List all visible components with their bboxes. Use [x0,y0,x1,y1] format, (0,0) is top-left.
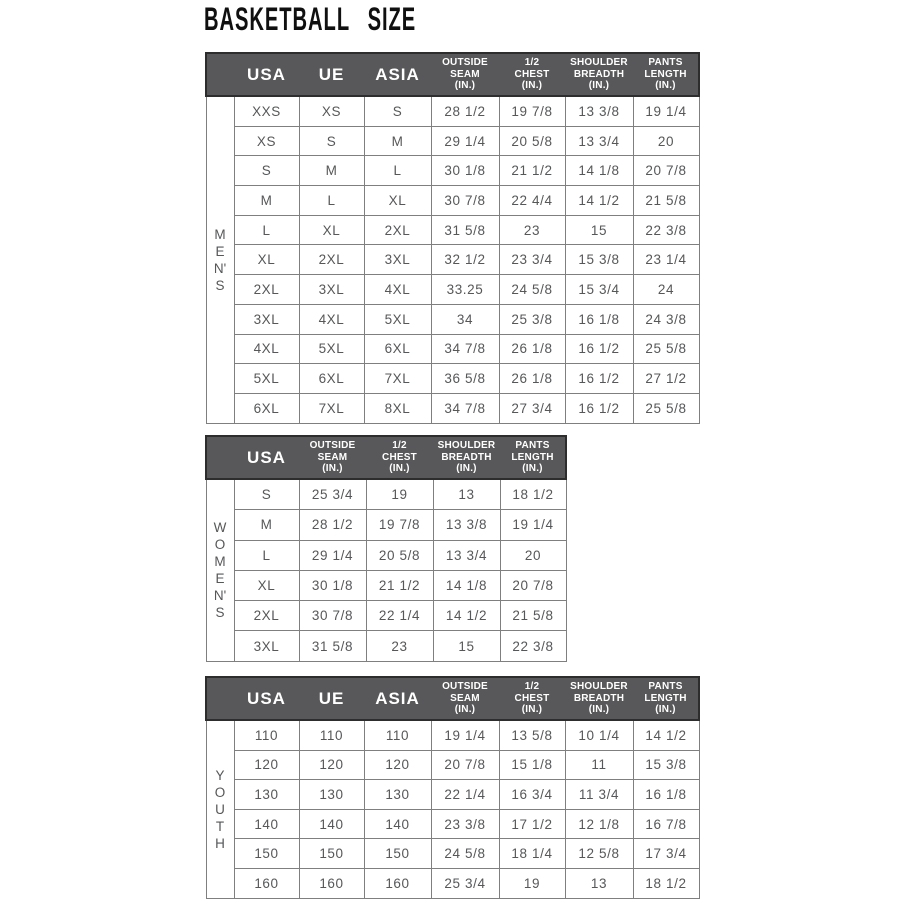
size-cell: 34 7/8 [431,334,499,364]
table-row [206,809,699,839]
size-cell: 2XL [364,215,431,245]
size-cell: 140 [299,809,364,839]
size-cell: 24 3/8 [633,304,699,334]
size-cell: 27 1/2 [633,364,699,394]
size-cell: 4XL [364,275,431,305]
table-row [206,186,699,216]
size-cell: 2XL [299,245,364,275]
size-cell: 150 [234,839,299,869]
size-cell: L [234,540,299,570]
column-header: PANTS LENGTH (IN.) [500,436,566,479]
size-cell: 13 3/4 [565,126,633,156]
size-cell: 26 1/8 [499,364,565,394]
size-cell: 140 [364,809,431,839]
size-cell: 21 1/2 [499,156,565,186]
size-cell: M [299,156,364,186]
size-cell: 8XL [364,393,431,423]
size-cell: 3XL [299,275,364,305]
size-cell: 130 [364,780,431,810]
size-cell: 7XL [299,393,364,423]
size-cell: 22 3/8 [500,631,566,661]
table-row [206,275,699,305]
table-row [206,601,566,631]
size-cell: S [299,126,364,156]
size-cell: 23 [499,215,565,245]
size-cell: 150 [299,839,364,869]
size-cell: 19 1/4 [500,510,566,540]
size-cell: S [234,479,299,510]
size-cell: 19 7/8 [499,96,565,126]
column-header: UE [299,53,364,96]
size-cell: 110 [299,720,364,750]
size-cell: 160 [299,868,364,898]
group-label: M E N' S [206,96,234,423]
size-cell: 28 1/2 [299,510,366,540]
column-header: USA [234,677,299,720]
size-cell: 10 1/4 [565,720,633,750]
size-cell: 29 1/4 [431,126,499,156]
size-cell: 25 5/8 [633,393,699,423]
size-cell: XL [299,215,364,245]
size-cell: 16 1/8 [565,304,633,334]
size-cell: XS [234,126,299,156]
size-cell: 160 [234,868,299,898]
size-cell: 16 1/8 [633,780,699,810]
size-cell: 20 7/8 [633,156,699,186]
size-cell: 4XL [234,334,299,364]
table-row [206,364,699,394]
size-cell: 21 5/8 [633,186,699,216]
size-cell: 14 1/2 [633,720,699,750]
column-header: 1/2 CHEST (IN.) [366,436,433,479]
size-cell: 15 3/4 [565,275,633,305]
size-cell: 7XL [364,364,431,394]
size-cell: 130 [234,780,299,810]
group-label: Y O U T H [206,720,234,898]
column-header: 1/2 CHEST (IN.) [499,53,565,96]
womens-size-table [205,435,567,662]
table-row [206,245,699,275]
size-cell: 5XL [234,364,299,394]
size-cell: 17 3/4 [633,839,699,869]
column-header: SHOULDER BREADTH (IN.) [565,53,633,96]
size-cell: 15 1/8 [499,750,565,780]
size-cell: 21 5/8 [500,601,566,631]
table-row [206,750,699,780]
column-header: ASIA [364,677,431,720]
size-cell: 24 5/8 [431,839,499,869]
size-cell: 16 1/2 [565,334,633,364]
size-cell: 15 [433,631,500,661]
size-cell: 3XL [234,304,299,334]
column-header: USA [234,53,299,96]
column-header: USA [234,436,299,479]
size-cell: 2XL [234,275,299,305]
size-cell: 110 [364,720,431,750]
size-cell: 32 1/2 [431,245,499,275]
size-cell: 120 [234,750,299,780]
size-cell: XXS [234,96,299,126]
table-row [206,393,699,423]
size-cell: 160 [364,868,431,898]
header-row [206,436,566,479]
size-cell: 20 5/8 [499,126,565,156]
table-row [206,510,566,540]
size-cell: 33.25 [431,275,499,305]
column-header: SHOULDER BREADTH (IN.) [565,677,633,720]
size-cell: 19 [499,868,565,898]
size-cell: 15 3/8 [633,750,699,780]
size-cell: 30 1/8 [431,156,499,186]
size-cell: L [364,156,431,186]
size-cell: 16 1/2 [565,364,633,394]
size-cell: 5XL [299,334,364,364]
size-cell: 12 1/8 [565,809,633,839]
table-row [206,570,566,600]
column-header: OUTSIDE SEAM (IN.) [431,53,499,96]
youth-size-table [205,676,700,899]
size-cell: 13 [433,479,500,510]
table-row [206,96,699,126]
table-row [206,479,566,510]
size-cell: 6XL [299,364,364,394]
size-cell: M [234,510,299,540]
table-row [206,839,699,869]
size-cell: 25 3/8 [499,304,565,334]
size-cell: 26 1/8 [499,334,565,364]
size-cell: 13 5/8 [499,720,565,750]
size-cell: 31 5/8 [299,631,366,661]
header-row [206,677,699,720]
column-header: PANTS LENGTH (IN.) [633,677,699,720]
table-row [206,334,699,364]
column-header: PANTS LENGTH (IN.) [633,53,699,96]
size-cell: 120 [299,750,364,780]
column-header: ASIA [364,53,431,96]
size-cell: 22 4/4 [499,186,565,216]
size-cell: 19 [366,479,433,510]
size-cell: 18 1/4 [499,839,565,869]
table-row [206,720,699,750]
size-cell: 6XL [364,334,431,364]
table-row [206,126,699,156]
table-row [206,868,699,898]
size-cell: 31 5/8 [431,215,499,245]
table-row [206,780,699,810]
size-cell: L [234,215,299,245]
size-cell: 30 7/8 [299,601,366,631]
size-cell: 30 1/8 [299,570,366,600]
size-cell: 20 [500,540,566,570]
size-cell: 19 7/8 [366,510,433,540]
size-cell: 22 3/8 [633,215,699,245]
size-cell: 14 1/2 [433,601,500,631]
group-label: W O M E N' S [206,479,234,661]
header-row [206,53,699,96]
size-cell: 24 [633,275,699,305]
size-cell: M [234,186,299,216]
page-title: BASKETBALL SIZE [204,1,417,37]
size-cell: 6XL [234,393,299,423]
size-cell: 150 [364,839,431,869]
size-cell: 120 [364,750,431,780]
size-cell: 23 1/4 [633,245,699,275]
column-header: 1/2 CHEST (IN.) [499,677,565,720]
size-cell: 110 [234,720,299,750]
size-cell: 25 5/8 [633,334,699,364]
size-cell: 20 [633,126,699,156]
column-header: UE [299,677,364,720]
size-cell: 15 [565,215,633,245]
size-cell: 130 [299,780,364,810]
size-cell: 36 5/8 [431,364,499,394]
column-header: OUTSIDE SEAM (IN.) [299,436,366,479]
mens-size-table [205,52,700,424]
size-cell: 25 3/4 [299,479,366,510]
header-corner-cell [206,436,234,479]
size-cell: 3XL [364,245,431,275]
size-cell: 21 1/2 [366,570,433,600]
size-cell: 140 [234,809,299,839]
size-cell: 11 [565,750,633,780]
size-cell: 34 7/8 [431,393,499,423]
size-cell: 13 [565,868,633,898]
mens-table-body [206,96,699,423]
table-row [206,304,699,334]
size-cell: 29 1/4 [299,540,366,570]
size-cell: 23 3/8 [431,809,499,839]
header-corner-cell [206,677,234,720]
youth-table-head [206,677,699,720]
size-cell: 14 1/2 [565,186,633,216]
size-cell: XS [299,96,364,126]
size-cell: 20 5/8 [366,540,433,570]
size-cell: 13 3/4 [433,540,500,570]
size-cell: 2XL [234,601,299,631]
mens-table-head [206,53,699,96]
table-row [206,215,699,245]
size-cell: 22 1/4 [431,780,499,810]
size-cell: 17 1/2 [499,809,565,839]
table-row [206,631,566,661]
size-cell: L [299,186,364,216]
size-cell: 5XL [364,304,431,334]
size-cell: 3XL [234,631,299,661]
size-cell: 18 1/2 [633,868,699,898]
size-cell: S [234,156,299,186]
table-row [206,156,699,186]
size-cell: 19 1/4 [431,720,499,750]
size-cell: 22 1/4 [366,601,433,631]
size-cell: 4XL [299,304,364,334]
size-cell: 16 1/2 [565,393,633,423]
column-header: OUTSIDE SEAM (IN.) [431,677,499,720]
size-cell: 30 7/8 [431,186,499,216]
size-cell: 20 7/8 [431,750,499,780]
column-header: SHOULDER BREADTH (IN.) [433,436,500,479]
womens-table-head [206,436,566,479]
header-corner-cell [206,53,234,96]
womens-table-body [206,479,566,661]
size-cell: 16 7/8 [633,809,699,839]
size-cell: 20 7/8 [500,570,566,600]
size-cell: 14 1/8 [433,570,500,600]
size-cell: 18 1/2 [500,479,566,510]
size-cell: 34 [431,304,499,334]
size-cell: 23 3/4 [499,245,565,275]
size-cell: 12 5/8 [565,839,633,869]
size-cell: 13 3/8 [433,510,500,540]
size-cell: 16 3/4 [499,780,565,810]
size-cell: 14 1/8 [565,156,633,186]
size-cell: XL [364,186,431,216]
size-cell: S [364,96,431,126]
size-cell: 24 5/8 [499,275,565,305]
size-cell: 15 3/8 [565,245,633,275]
size-cell: 27 3/4 [499,393,565,423]
size-cell: M [364,126,431,156]
table-row [206,540,566,570]
youth-table-body [206,720,699,898]
size-cell: 28 1/2 [431,96,499,126]
size-cell: XL [234,245,299,275]
size-cell: 23 [366,631,433,661]
size-cell: 25 3/4 [431,868,499,898]
size-cell: XL [234,570,299,600]
size-cell: 19 1/4 [633,96,699,126]
size-cell: 11 3/4 [565,780,633,810]
size-cell: 13 3/8 [565,96,633,126]
